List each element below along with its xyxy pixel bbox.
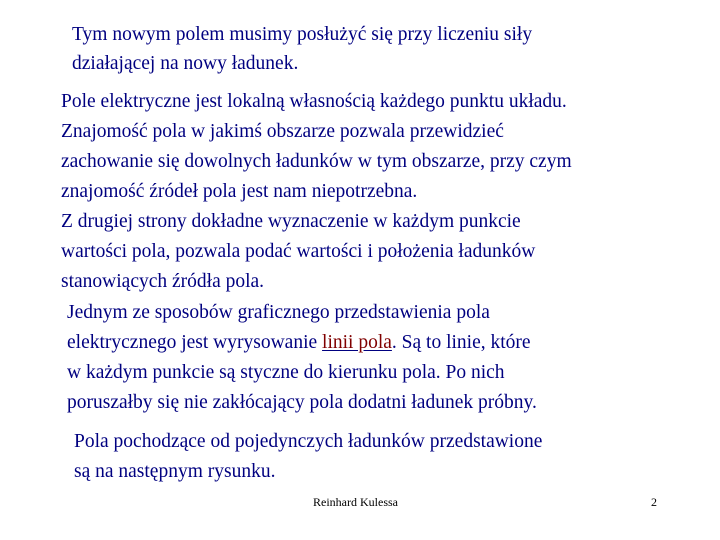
definition-line: Z drugiej strony dokładne wyznaczenie w każdym punkcie [61, 211, 521, 232]
field-lines-line [67, 328, 537, 358]
field-lines-text: . Są to linie, które [391, 332, 531, 353]
intro-paragraph [72, 20, 532, 78]
definition-line: zachowanie się dowolnych ładunków w tym obszarze, przy czym [61, 151, 572, 172]
definition-line: Pole elektryczne jest lokalną własnością każdego punktu układu. [61, 91, 567, 112]
field-lines-line: w każdym punkcie są styczne do kierunku pola. Po nich [67, 362, 505, 383]
definition-line: Znajomość pola w jakimś obszarze pozwala przewidzieć [61, 121, 504, 142]
definition-line: stanowiących źródła pola. [61, 271, 265, 292]
intro-line: Tym nowym polem musimy posłużyć się przy liczeniu siły [72, 24, 533, 45]
field-lines-line: Jednym ze sposobów graficznego przedstawienia pola [67, 302, 490, 323]
field-lines-link[interactable] [322, 332, 392, 353]
next-slide-line: Pola pochodzące od pojedynczych ładunków przedstawione [74, 431, 543, 452]
field-lines-paragraph [67, 298, 537, 418]
definition-line: wartości pola, pozwala podać wartości i położenia ładunków [61, 241, 536, 262]
next-slide-paragraph [74, 427, 542, 487]
page-number: 2 [651, 495, 657, 509]
definition-line: znajomość źródeł pola jest nam niepotrzebna. [61, 181, 418, 202]
definition-paragraph [61, 87, 572, 297]
next-slide-line: są na następnym rysunku. [74, 461, 276, 482]
field-lines-line: poruszałby się nie zakłócający pola dodatni ładunek próbny. [67, 392, 537, 413]
footer-author: Reinhard Kulessa [313, 495, 398, 509]
field-lines-text: elektrycznego jest wyrysowanie [67, 332, 323, 353]
intro-line: działającej na nowy ładunek. [72, 53, 299, 74]
field-lines-link-text[interactable]: linii pola [322, 332, 392, 353]
